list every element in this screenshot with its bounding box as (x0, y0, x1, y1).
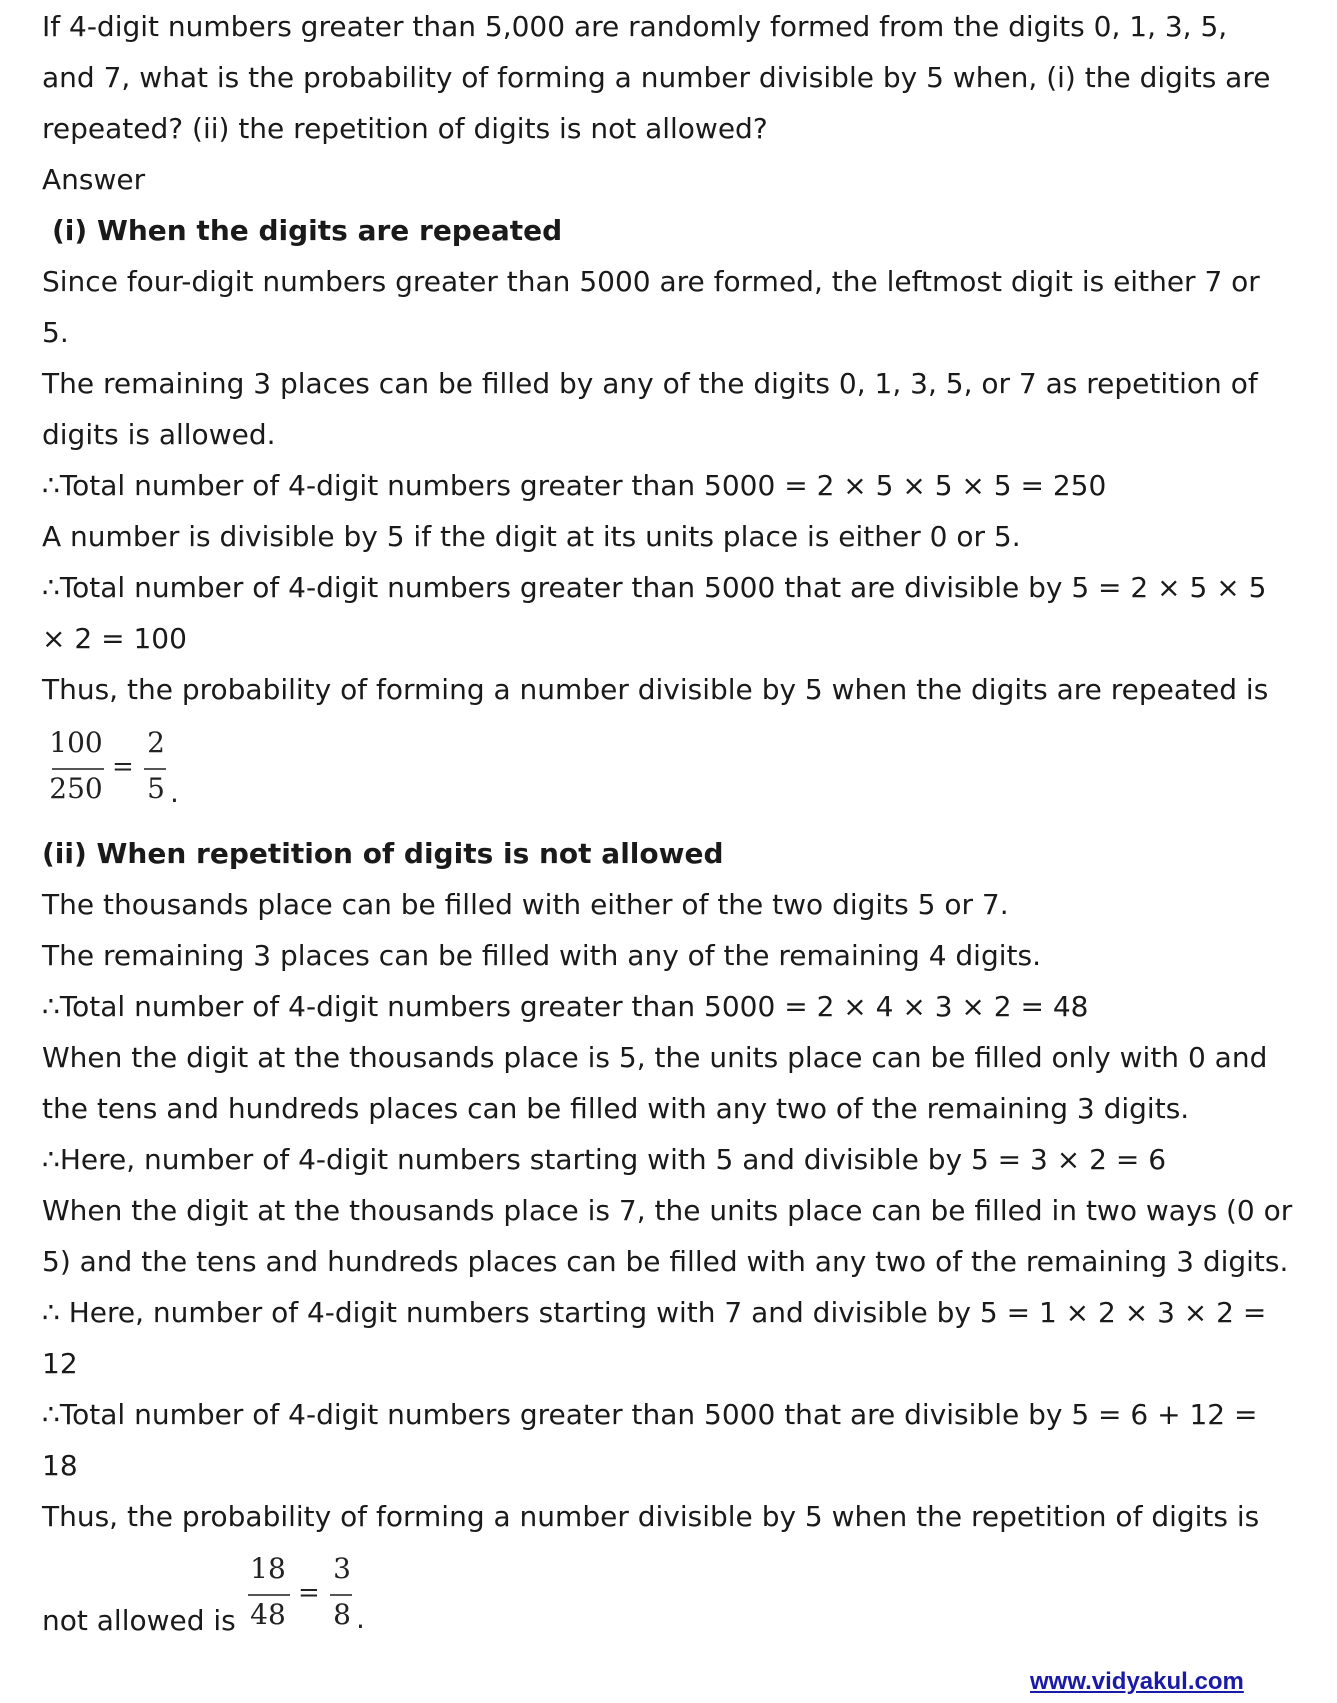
part2-frac-den2: 8 (333, 1598, 351, 1631)
answer-label: Answer (42, 163, 146, 196)
part1-heading: (i) When the digits are repeated (52, 214, 563, 247)
question-line-3: repeated? (ii) the repetition of digits is not allowed? (42, 112, 768, 145)
part2-line-8: 5) and the tens and hundreds places can be filled with any two of the remaining 3 digits. (42, 1245, 1289, 1278)
part1-frac-num2: 2 (147, 726, 165, 759)
website-link[interactable]: www.vidyakul.com (1030, 1668, 1244, 1695)
part2-line-7: When the digit at the thousands place is 7, the units place can be filled in two ways (0 or (42, 1194, 1293, 1227)
part2-frac-num1: 18 (250, 1552, 286, 1585)
part2-line-14: not allowed is (42, 1604, 236, 1637)
part1-line-9: Thus, the probability of forming a number divisible by 5 when the digits are repeated is (42, 673, 1269, 706)
part2-line-10: 12 (42, 1347, 78, 1380)
part2-line-5: the tens and hundreds places can be filled with any two of the remaining 3 digits. (42, 1092, 1190, 1125)
part1-line-4: digits is allowed. (42, 418, 276, 451)
part1-fraction (46, 728, 246, 808)
part2-line-1: The thousands place can be filled with either of the two digits 5 or 7. (42, 888, 1009, 921)
part2-frac-bar1 (248, 1594, 290, 1596)
part1-frac-period: . (170, 776, 179, 809)
part2-line-4: When the digit at the thousands place is 5, the units place can be filled only with 0 and (42, 1041, 1268, 1074)
part1-frac-num1: 100 (49, 726, 103, 759)
part1-frac-equals: = (112, 752, 134, 782)
part2-line-6: ∴Here, number of 4-digit numbers starting with 5 and divisible by 5 = 3 × 2 = 6 (42, 1143, 1167, 1176)
part2-frac-period: . (356, 1602, 365, 1635)
part2-heading: (ii) When repetition of digits is not allowed (42, 837, 724, 870)
part1-line-7: ∴Total number of 4-digit numbers greater than 5000 that are divisible by 5 = 2 × 5 × 5 (42, 571, 1267, 604)
part2-frac-bar2 (330, 1594, 352, 1596)
part2-fraction (238, 1554, 438, 1634)
part2-frac-num2: 3 (333, 1552, 351, 1585)
question-line-2: and 7, what is the probability of forming a number divisible by 5 when, (i) the digits are (42, 61, 1271, 94)
part1-frac-bar2 (144, 768, 166, 770)
question-line-1: If 4-digit numbers greater than 5,000 are randomly formed from the digits 0, 1, 3, 5, (42, 10, 1228, 43)
part1-frac-bar1 (52, 768, 104, 770)
part1-line-5: ∴Total number of 4-digit numbers greater than 5000 = 2 × 5 × 5 × 5 = 250 (42, 469, 1107, 502)
part1-line-1: Since four-digit numbers greater than 5000 are formed, the leftmost digit is either 7 or (42, 265, 1260, 298)
part2-line-13: Thus, the probability of forming a number divisible by 5 when the repetition of digits is (42, 1500, 1260, 1533)
part2-line-12: 18 (42, 1449, 78, 1482)
part1-line-3: The remaining 3 places can be filled by any of the digits 0, 1, 3, 5, or 7 as repetition of (42, 367, 1258, 400)
part2-line-9: ∴ Here, number of 4-digit numbers starting with 7 and divisible by 5 = 1 × 2 × 3 × 2 = (42, 1296, 1267, 1329)
part1-frac-den2: 5 (147, 772, 165, 805)
part2-frac-den1: 48 (250, 1598, 286, 1631)
part1-frac-den1: 250 (49, 772, 103, 805)
part1-line-2: 5. (42, 316, 69, 349)
part2-line-2: The remaining 3 places can be filled with any of the remaining 4 digits. (42, 939, 1041, 972)
part2-line-11: ∴Total number of 4-digit numbers greater than 5000 that are divisible by 5 = 6 + 12 = (42, 1398, 1258, 1431)
part1-line-8: × 2 = 100 (42, 622, 187, 655)
part2-line-3: ∴Total number of 4-digit numbers greater than 5000 = 2 × 4 × 3 × 2 = 48 (42, 990, 1089, 1023)
part2-frac-equals: = (298, 1578, 320, 1608)
part1-line-6: A number is divisible by 5 if the digit at its units place is either 0 or 5. (42, 520, 1021, 553)
